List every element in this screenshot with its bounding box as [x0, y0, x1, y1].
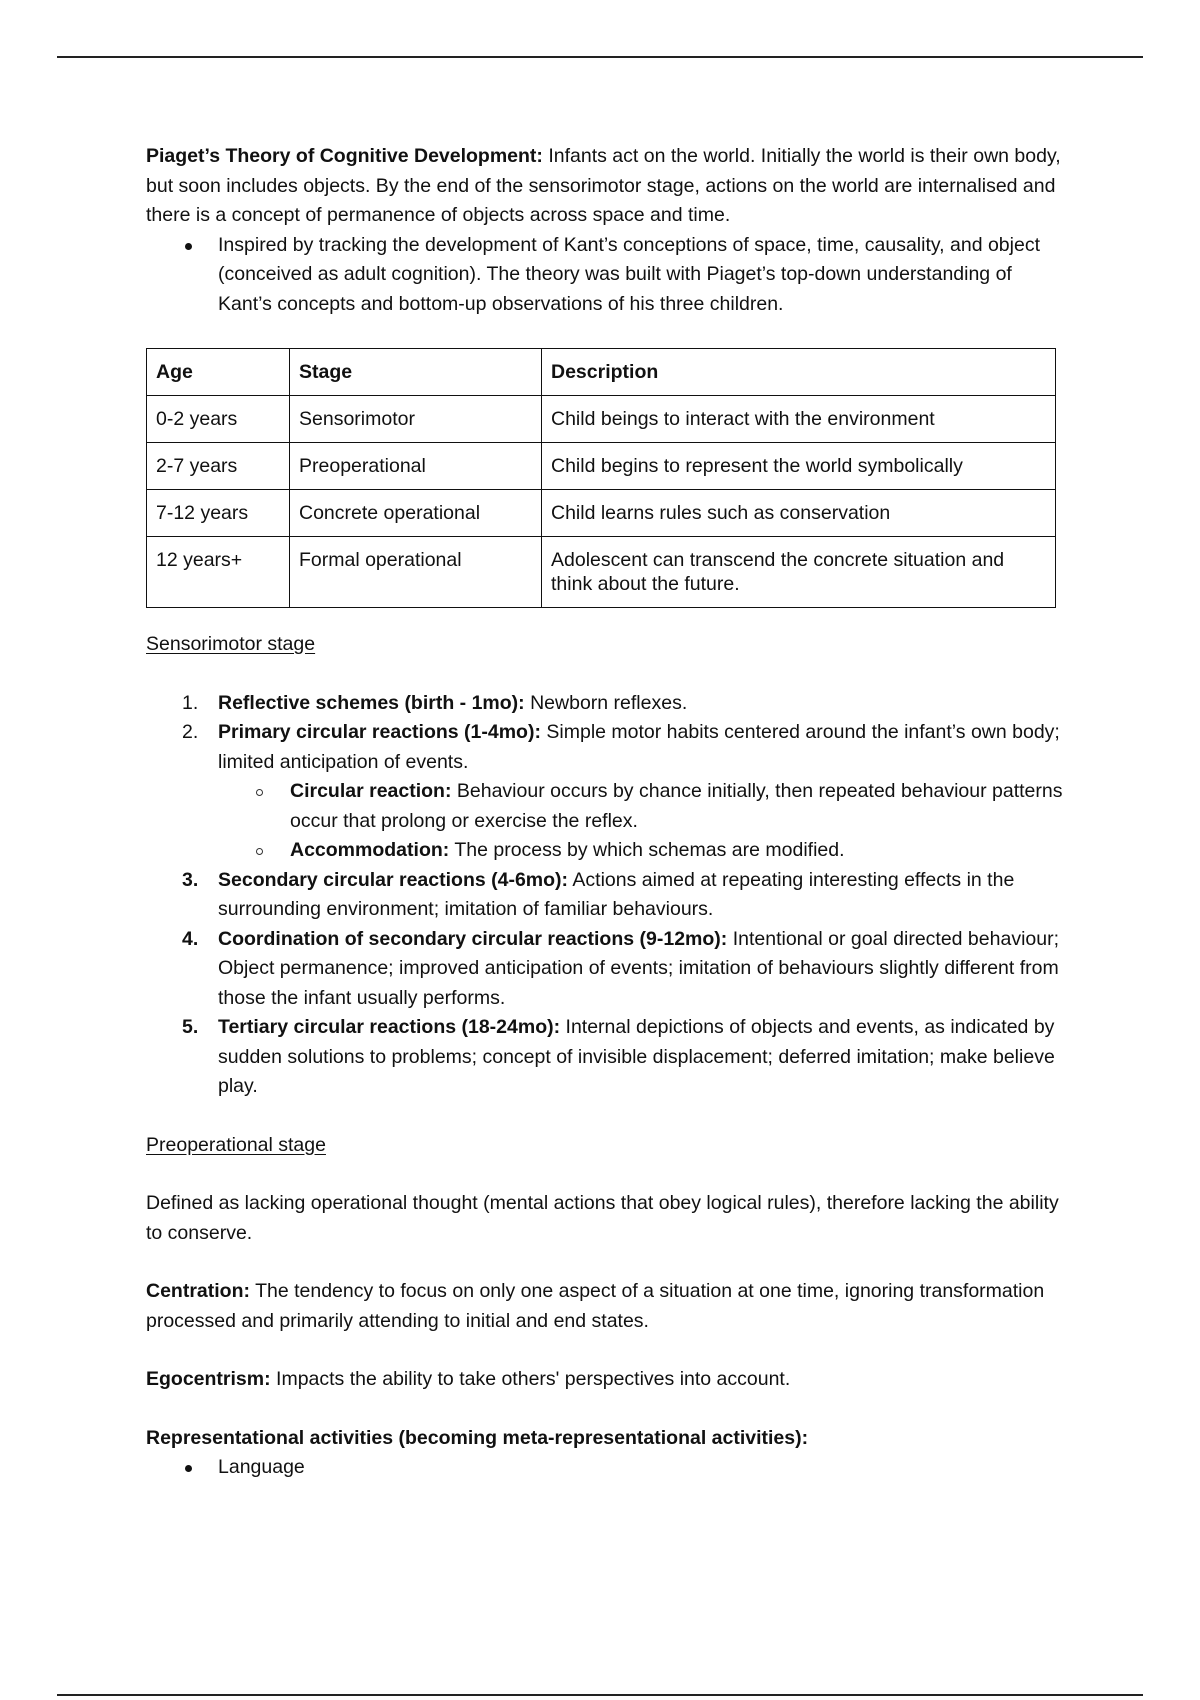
sub-list — [218, 777, 1066, 866]
document-content — [146, 142, 1066, 1483]
cell-age: 2-7 years — [147, 443, 290, 490]
header-description: Description — [542, 349, 1056, 396]
sub-list-item: Circular reaction: Behaviour occurs by chance initially, then repeated behaviour patterns occur that prolong or exercise the reflex. — [218, 777, 1066, 836]
circle-bullet-icon — [256, 848, 263, 855]
cell-stage: Preoperational — [290, 443, 542, 490]
top-rule — [57, 56, 1143, 58]
intro-text: Infants act on the world. Initially the world is their own body, but soon includes objects. By the end of the sensorimotor stage, actions on the world are internalised and there is a concept of permanence of objects across space and time. — [146, 145, 1061, 226]
table-row — [147, 443, 1056, 490]
bullet-icon — [185, 243, 192, 250]
intro-term: Piaget’s Theory of Cognitive Development: — [146, 145, 543, 167]
stages-table — [146, 348, 1056, 608]
cell-stage: Formal operational — [290, 537, 542, 608]
egocentrism-paragraph: Egocentrism: Impacts the ability to take others' perspectives into account. — [146, 1368, 791, 1390]
circle-bullet-icon — [256, 789, 263, 796]
cell-age: 0-2 years — [147, 396, 290, 443]
sub-list-item: Accommodation: The process by which schemas are modified. — [218, 836, 1066, 866]
list-item: 4. Coordination of secondary circular reactions (9-12mo): Intentional or goal directed behaviour; Object permanence; improved anticipation of events; imitation of behaviours slightly different from those the infant usually performs. — [182, 927, 1060, 1009]
header-age: Age — [147, 349, 290, 396]
header-stage: Stage — [290, 349, 542, 396]
bottom-rule — [57, 1694, 1143, 1696]
cell-stage: Sensorimotor — [290, 396, 542, 443]
list-item: 3. Secondary circular reactions (4-6mo): Actions aimed at repeating interesting effects in the surrounding environment; imitation of familiar behaviours. — [182, 868, 1015, 920]
representational-list — [146, 1453, 1066, 1483]
cell-description: Child beings to interact with the environment — [542, 396, 1056, 443]
table-row — [147, 396, 1056, 443]
list-item: 2. Primary circular reactions (1-4mo): Simple motor habits centered around the infant’s own body; limited anticipation of events. Circular reaction: Behaviour occurs by chance initially, then repeated behaviour patterns occur that prolong or exercise the reflex. Accommodation: The process by which schemas are modified. — [146, 718, 1066, 866]
preoperational-heading: Preoperational stage — [146, 1133, 326, 1156]
table-header-row — [147, 349, 1056, 396]
cell-age: 12 years+ — [147, 537, 290, 608]
list-item: Language — [146, 1453, 1066, 1483]
sensorimotor-heading: Sensorimotor stage — [146, 633, 316, 655]
intro-paragraph — [146, 142, 1066, 231]
intro-bullets — [146, 231, 1066, 320]
cell-description: Child learns rules such as conservation — [542, 490, 1056, 537]
sensorimotor-list — [146, 689, 1066, 1102]
list-item: Inspired by tracking the development of Kant’s conceptions of space, time, causality, and object (conceived as adult cognition). The theory was built with Piaget’s top-down understanding of Kant’s concepts and bottom-up observations of his three children. — [146, 231, 1066, 320]
bullet-icon — [185, 1465, 192, 1472]
table-row — [147, 537, 1056, 608]
cell-description: Child begins to represent the world symbolically — [542, 443, 1056, 490]
cell-age: 7-12 years — [147, 490, 290, 537]
table-row — [147, 490, 1056, 537]
preoperational-definition: Defined as lacking operational thought (mental actions that obey logical rules), therefore lacking the ability to conserve. — [146, 1192, 1059, 1244]
cell-description: Adolescent can transcend the concrete situation and think about the future. — [542, 537, 1056, 608]
representational-heading: Representational activities (becoming meta-representational activities): — [146, 1426, 809, 1449]
cell-stage: Concrete operational — [290, 490, 542, 537]
list-item: 1. Reflective schemes (birth - 1mo): Newborn reflexes. — [182, 691, 688, 714]
list-item: 5. Tertiary circular reactions (18-24mo): Internal depictions of objects and events, as indicated by sudden solutions to problems; concept of invisible displacement; deferred imitation; make believe play. — [182, 1016, 1055, 1097]
centration-paragraph: Centration: The tendency to focus on only one aspect of a situation at one time, ignoring transformation processed and primarily attending to initial and end states. — [146, 1280, 1045, 1332]
